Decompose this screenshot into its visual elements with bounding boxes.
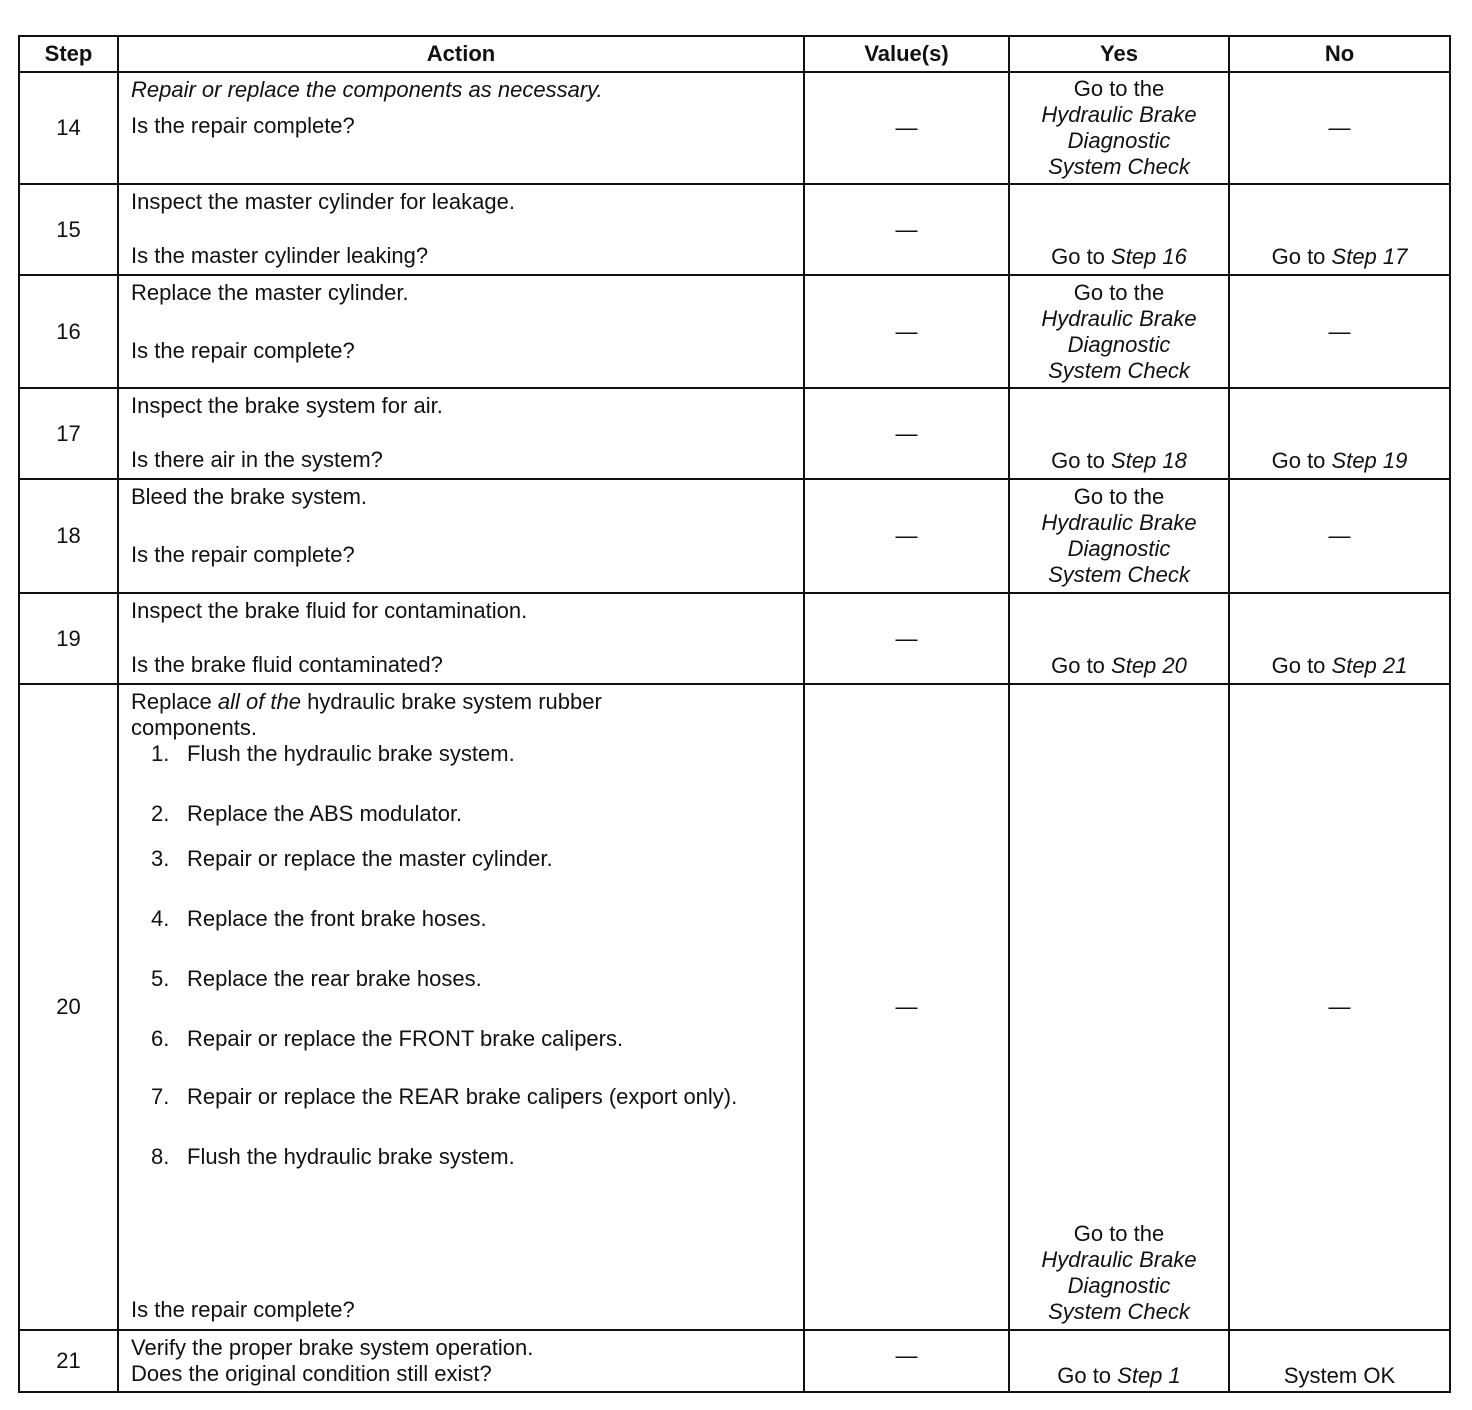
table-row [19, 72, 1450, 184]
value-dash: — [804, 1330, 1009, 1392]
step-number: 15 [19, 184, 118, 275]
diagnostic-table [18, 35, 1451, 1393]
yes-cell [1009, 184, 1229, 275]
list-item [151, 1084, 793, 1110]
action-cell [118, 479, 804, 593]
yes-cell [1009, 684, 1229, 1330]
action-question: Is there air in the system? [131, 447, 383, 472]
action-text: Bleed the brake system. [131, 484, 368, 509]
action-text: Inspect the brake system for air. [131, 393, 443, 418]
action-cell [118, 1330, 804, 1392]
yes-ref-line: Hydraulic Brake [1041, 305, 1197, 331]
yes-cell [1009, 479, 1229, 593]
no-step-ref: Step 17 [1331, 244, 1408, 269]
substep-text: Replace the rear brake hoses. [187, 966, 482, 991]
action-text: Repair or replace the components as necessary. [131, 77, 603, 102]
action-question: Is the master cylinder leaking? [131, 243, 429, 268]
value-dash: — [804, 184, 1009, 275]
list-item [151, 966, 793, 992]
table-row [19, 388, 1450, 479]
action-text: Verify the proper brake system operation. [131, 1335, 534, 1360]
yes-goto-text: Go to [1051, 448, 1112, 473]
yes-ref-line: System Check [1048, 1299, 1190, 1324]
action-text: Replace the master cylinder. [131, 280, 409, 305]
yes-ref-line: Diagnostic [1067, 536, 1171, 561]
header-yes: Yes [1009, 36, 1229, 72]
action-question: Does the original condition still exist? [131, 1361, 492, 1386]
value-dash: — [804, 479, 1009, 593]
yes-cell [1009, 1330, 1229, 1392]
yes-ref-line: System Check [1048, 357, 1190, 383]
yes-goto-text: Go to the [1073, 76, 1165, 101]
no-goto-text: Go to [1271, 448, 1332, 473]
list-item [151, 846, 793, 872]
header-action: Action [118, 36, 804, 72]
substep-number: 3. [151, 846, 170, 871]
action-cell [118, 275, 804, 388]
table-row [19, 184, 1450, 275]
action-cell [118, 388, 804, 479]
no-cell [1229, 388, 1450, 479]
no-dash: — [1229, 684, 1450, 1330]
action-intro [131, 689, 691, 741]
step-number: 16 [19, 275, 118, 388]
step-number: 20 [19, 684, 118, 1330]
table-row [19, 593, 1450, 684]
no-cell [1229, 593, 1450, 684]
action-intro-c: hydraulic brake system rubber components. [131, 689, 602, 740]
list-item [151, 906, 793, 932]
list-item [151, 801, 793, 827]
no-step-ref: Step 19 [1331, 448, 1408, 473]
yes-ref-line: Hydraulic Brake [1041, 510, 1197, 535]
value-dash: — [804, 72, 1009, 184]
yes-goto-text: Go to [1051, 244, 1112, 269]
substep-text: Repair or replace the FRONT brake calipers. [187, 1026, 624, 1051]
header-row [19, 36, 1450, 72]
list-item [151, 1026, 793, 1052]
action-cell [118, 593, 804, 684]
no-goto-text: Go to [1271, 244, 1332, 269]
yes-cell [1009, 72, 1229, 184]
yes-ref-line: System Check [1048, 154, 1190, 179]
yes-ref-line: Hydraulic Brake [1041, 1247, 1197, 1272]
action-text: Inspect the brake fluid for contamination. [131, 598, 528, 623]
yes-goto-text: Go to the [1073, 484, 1165, 509]
value-dash: — [804, 593, 1009, 684]
table-row [19, 275, 1450, 388]
yes-cell [1009, 388, 1229, 479]
substep-text: Replace the ABS modulator. [187, 801, 463, 826]
yes-step-ref: Step 18 [1111, 448, 1187, 473]
substep-text: Replace the front brake hoses. [187, 906, 487, 931]
substep-text: Flush the hydraulic brake system. [187, 741, 515, 766]
yes-step-ref: Step 1 [1117, 1363, 1181, 1388]
header-step: Step [19, 36, 118, 72]
no-dash: — [1229, 72, 1450, 184]
substep-number: 4. [151, 906, 170, 931]
step-number: 14 [19, 72, 118, 184]
yes-cell [1009, 593, 1229, 684]
no-dash: — [1229, 275, 1450, 388]
header-values: Value(s) [804, 36, 1009, 72]
substep-number: 5. [151, 966, 170, 991]
action-cell [118, 184, 804, 275]
value-dash: — [804, 388, 1009, 479]
no-dash: — [1229, 479, 1450, 593]
list-item [151, 1144, 793, 1170]
substep-number: 2. [151, 801, 170, 826]
action-cell [118, 72, 804, 184]
action-intro-b: all of the [217, 689, 302, 714]
yes-step-ref: Step 16 [1111, 244, 1187, 269]
action-question: Is the repair complete? [131, 113, 355, 138]
table-row [19, 1330, 1450, 1392]
yes-ref-line: System Check [1048, 562, 1190, 587]
substep-number: 7. [151, 1084, 170, 1109]
no-step-ref: Step 21 [1331, 653, 1408, 678]
value-dash: — [804, 684, 1009, 1330]
substep-text: Repair or replace the REAR brake calipers (export only). [187, 1084, 738, 1109]
yes-goto-text: Go to [1057, 1363, 1118, 1388]
table-row [19, 479, 1450, 593]
action-question: Is the repair complete? [131, 542, 355, 567]
yes-ref-line: Diagnostic [1067, 1273, 1171, 1298]
yes-cell [1009, 275, 1229, 388]
action-question: Is the repair complete? [131, 1297, 355, 1322]
yes-goto-text: Go to the [1073, 279, 1165, 305]
yes-step-ref: Step 20 [1111, 653, 1187, 678]
substep-number: 1. [151, 741, 170, 766]
table-row [19, 684, 1450, 1330]
step-number: 19 [19, 593, 118, 684]
step-number: 21 [19, 1330, 118, 1392]
yes-ref-line: Diagnostic [1067, 331, 1171, 357]
yes-ref-line: Diagnostic [1067, 128, 1171, 153]
substep-list [131, 741, 793, 1170]
value-dash: — [804, 275, 1009, 388]
substep-number: 6. [151, 1026, 170, 1051]
yes-goto-text: Go to the [1073, 1221, 1165, 1246]
yes-ref-line: Hydraulic Brake [1041, 102, 1197, 127]
no-cell [1229, 184, 1450, 275]
action-intro-a: Replace [131, 689, 218, 714]
substep-text: Flush the hydraulic brake system. [187, 1144, 515, 1169]
substep-text: Repair or replace the master cylinder. [187, 846, 553, 871]
header-no: No [1229, 36, 1450, 72]
no-status-text: System OK [1229, 1330, 1450, 1392]
list-item [151, 741, 793, 767]
substep-number: 8. [151, 1144, 170, 1169]
action-text: Inspect the master cylinder for leakage. [131, 189, 515, 214]
step-number: 18 [19, 479, 118, 593]
action-cell [118, 684, 804, 1330]
action-question: Is the brake fluid contaminated? [131, 652, 443, 677]
step-number: 17 [19, 388, 118, 479]
no-goto-text: Go to [1271, 653, 1332, 678]
action-question: Is the repair complete? [131, 338, 355, 363]
yes-goto-text: Go to [1051, 653, 1112, 678]
